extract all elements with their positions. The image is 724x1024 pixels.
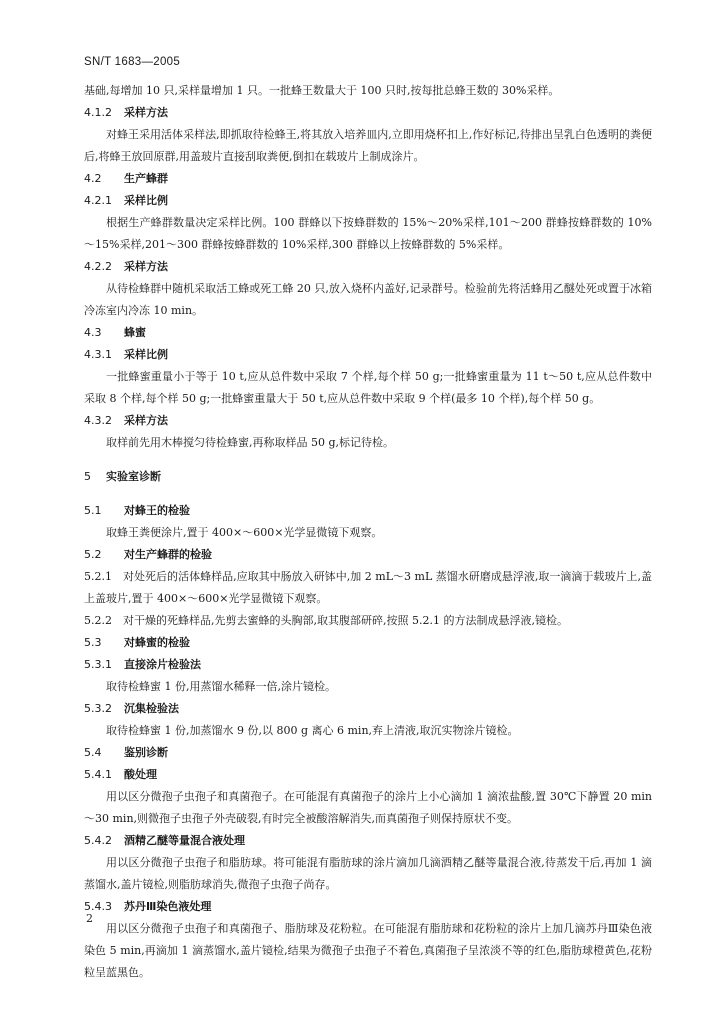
section-number: 5: [84, 470, 91, 483]
section-heading: [84, 500, 652, 522]
section-title: 对生产蜂群的检验: [124, 548, 212, 561]
section-number: 5.3: [84, 636, 102, 649]
section-title: 直接涂片检验法: [124, 658, 201, 671]
section-title: 沉集检验法: [124, 702, 179, 715]
body-paragraph: 取待检蜂蜜 1 份,用蒸馏水稀释一倍,涂片镜检。: [106, 680, 336, 693]
body-paragraph: 5.2.2 对干燥的死蜂样品,先剪去蜜蜂的头胸部,取其腹部研碎,按照 5.2.1 的方法制成悬浮液,镜检。: [84, 614, 568, 627]
section-heading: [84, 698, 652, 720]
section-heading: [84, 654, 652, 676]
section-heading: [84, 632, 652, 654]
section-title: 蜂蜜: [124, 326, 146, 339]
body-paragraph: 取蜂王粪便涂片,置于 400×～600×光学显微镜下观察。: [106, 526, 383, 539]
section-gap: [84, 488, 652, 500]
section-title: 采样方法: [124, 260, 168, 273]
section-number: 5.4.2: [84, 834, 112, 847]
section-number: 4.3.2: [84, 414, 112, 427]
section-title: 苏丹Ⅲ染色液处理: [124, 900, 212, 913]
section-title: 采样方法: [124, 414, 168, 427]
section-heading: [84, 742, 652, 764]
section-title: 酸处理: [124, 768, 157, 781]
section-heading: [84, 896, 652, 918]
section-heading: [84, 168, 652, 190]
body-paragraph: 取待检蜂蜜 1 份,加蒸馏水 9 份,以 800 g 离心 6 min,弃上清液,取沉实物涂片镜检。: [106, 724, 519, 737]
section-number: 4.2.2: [84, 260, 112, 273]
section-number: 5.1: [84, 504, 102, 517]
section-title: 采样方法: [124, 106, 168, 119]
section-number: 5.3.2: [84, 702, 112, 715]
section-heading: [84, 466, 652, 488]
body-paragraph: 一批蜂蜜重量小于等于 10 t,应从总件数中采取 7 个样,每个样 50 g;一批蜂蜜重量为 11 t～50 t,应从总件数中采取 8 个样,每个样 50 g;一批蜂蜜重量大于 50 t,应从总件数中采取 9 个样(最多 10 个样),每个样 50 g。: [84, 370, 652, 405]
section-heading: [84, 410, 652, 432]
body-paragraph: 基础,每增加 10 只,采样量增加 1 只。一批蜂王数量大于 100 只时,按每批总蜂王数的 30%采样。: [84, 84, 560, 97]
section-number: 5.4: [84, 746, 102, 759]
document-code: SN/T 1683—2005: [84, 56, 181, 68]
section-heading: [84, 764, 652, 786]
section-number: 4.1.2: [84, 106, 112, 119]
section-title: 采样比例: [124, 348, 168, 361]
section-heading: [84, 344, 652, 366]
section-number: 4.3.1: [84, 348, 112, 361]
section-number: 4.3: [84, 326, 102, 339]
document-body: [84, 80, 652, 984]
section-title: 酒精乙醚等量混合液处理: [124, 834, 245, 847]
section-heading: [84, 256, 652, 278]
section-title: 对蜂王的检验: [124, 504, 190, 517]
section-number: 5.3.1: [84, 658, 112, 671]
section-number: 4.2.1: [84, 194, 112, 207]
body-paragraph: 用以区分微孢子虫孢子和脂肪球。将可能混有脂肪球的涂片滴加几滴酒精乙醚等量混合液,待蒸发干后,再加 1 滴蒸馏水,盖片镜检,则脂肪球消失,微孢子虫孢子尚存。: [84, 856, 652, 891]
body-paragraph: 取样前先用木棒搅匀待检蜂蜜,再称取样品 50 g,标记待检。: [106, 436, 395, 449]
section-heading: [84, 190, 652, 212]
page-number: 2: [86, 912, 93, 925]
section-number: 5.2: [84, 548, 102, 561]
body-paragraph: 根据生产蜂群数量决定采样比例。100 群蜂以下按蜂群数的 15%～20%采样,101～200 群蜂按蜂群数的 10%～15%采样,201～300 群蜂按蜂群数的 10%采样,300 群蜂以上按蜂群数的 5%采样。: [84, 216, 652, 251]
section-title: 采样比例: [124, 194, 168, 207]
section-title: 实验室诊断: [106, 470, 161, 483]
section-title: 对蜂蜜的检验: [124, 636, 190, 649]
section-number: 5.4.1: [84, 768, 112, 781]
body-paragraph: 用以区分微孢子虫孢子和真菌孢子。在可能混有真菌孢子的涂片上小心滴加 1 滴浓盐酸,置 30℃下静置 20 min～30 min,则微孢子虫孢子外壳破裂,有时完全被酸溶解消失,而真菌孢子则保持原状不变。: [84, 790, 652, 825]
section-title: 生产蜂群: [124, 172, 168, 185]
section-title: 鉴别诊断: [124, 746, 168, 759]
section-number: 5.4.3: [84, 900, 112, 913]
body-paragraph: 用以区分微孢子虫孢子和真菌孢子、脂肪球及花粉粒。在可能混有脂肪球和花粉粒的涂片上加几滴苏丹Ⅲ染色液染色 5 min,再滴加 1 滴蒸馏水,盖片镜检,结果为微孢子虫孢子不着色,真菌孢子呈浓淡不等的红色,脂肪球橙黄色,花粉粒呈蓝黑色。: [84, 922, 652, 979]
section-heading: [84, 102, 652, 124]
body-paragraph: 对蜂王采用活体采样法,即抓取待检蜂王,将其放入培养皿内,立即用烧杯扣上,作好标记,待排出呈乳白色透明的粪便后,将蜂王放回原群,用盖玻片直接刮取粪便,倒扣在载玻片上制成涂片。: [84, 128, 652, 163]
section-heading: [84, 322, 652, 344]
section-number: 4.2: [84, 172, 102, 185]
body-paragraph: 5.2.1 对处死后的活体蜂样品,应取其中肠放入研钵中,加 2 mL～3 mL 蒸馏水研磨成悬浮液,取一滴滴于载玻片上,盖上盖玻片,置于 400×～600×光学显微镜下观察。: [84, 570, 652, 605]
body-paragraph: 从待检蜂群中随机采取活工蜂或死工蜂 20 只,放入烧杯内盖好,记录群号。检验前先将活蜂用乙醚处死或置于冰箱冷冻室内冷冻 10 min。: [84, 282, 652, 317]
section-heading: [84, 544, 652, 566]
section-heading: [84, 830, 652, 852]
section-gap: [84, 454, 652, 466]
